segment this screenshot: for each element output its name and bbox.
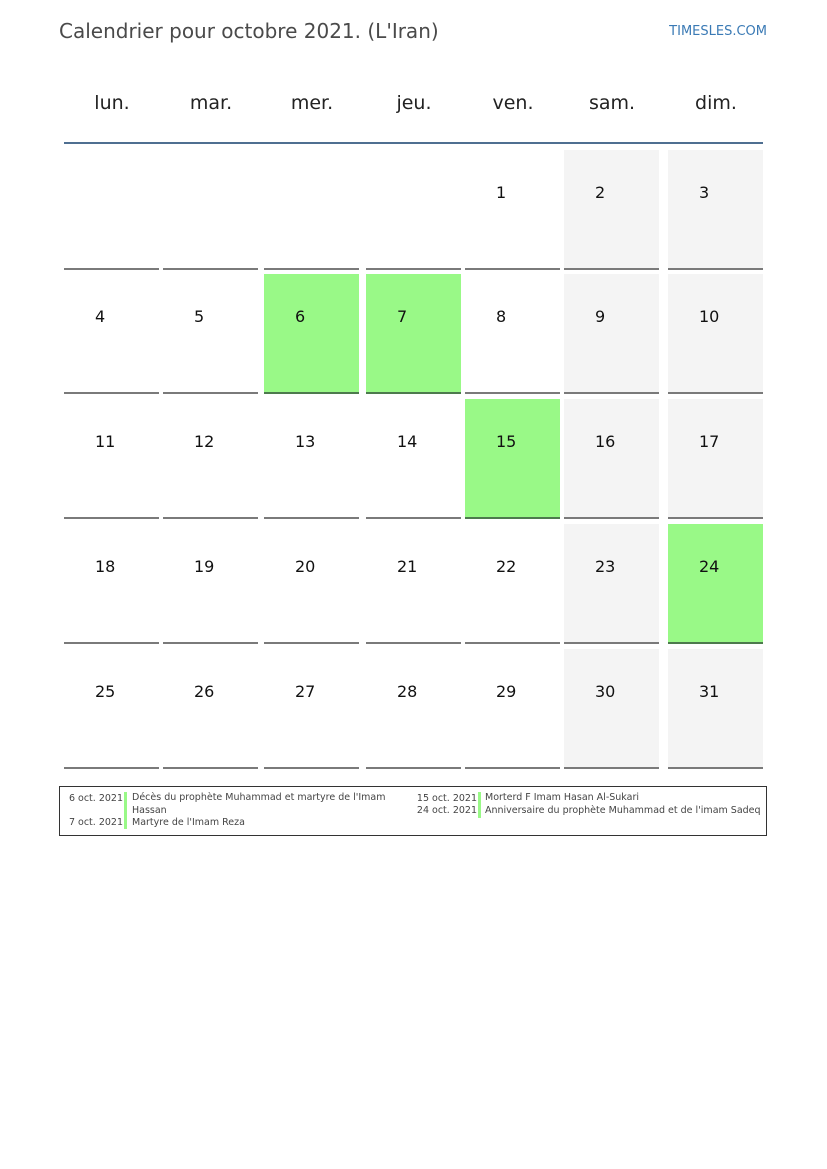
day-cell[interactable]: [465, 649, 560, 769]
day-number: 23: [595, 557, 616, 576]
day-number: 14: [397, 432, 418, 451]
day-cell[interactable]: [366, 649, 461, 769]
legend-color-bar: [124, 792, 127, 820]
day-cell[interactable]: [163, 524, 258, 644]
day-number: 25: [95, 682, 116, 701]
day-number: 11: [95, 432, 116, 451]
day-cell[interactable]: [264, 274, 359, 394]
day-number: 2: [595, 183, 606, 202]
day-number: 1: [496, 183, 507, 202]
day-number: 31: [699, 682, 720, 701]
day-number: 12: [194, 432, 215, 451]
weekday-header: jeu.: [396, 92, 432, 114]
day-number: 21: [397, 557, 418, 576]
day-cell[interactable]: [264, 524, 359, 644]
day-cell[interactable]: [163, 649, 258, 769]
day-cell[interactable]: [64, 649, 159, 769]
header-divider: [64, 142, 763, 144]
day-cell[interactable]: [564, 274, 659, 394]
day-number: 7: [397, 307, 408, 326]
day-number: 18: [95, 557, 116, 576]
empty-day-cell: [366, 150, 461, 270]
day-cell[interactable]: [668, 399, 763, 519]
day-cell[interactable]: [564, 524, 659, 644]
legend-text: Décès du prophète Muhammad et martyre de l'Imam Hassan: [132, 792, 386, 816]
legend-date: 7 oct. 2021: [68, 817, 123, 828]
weekday-header: sam.: [588, 92, 636, 114]
empty-day-cell: [163, 150, 258, 270]
legend-text: Anniversaire du prophète Muhammad et de l'imam Sadeq: [485, 805, 761, 816]
day-number: 28: [397, 682, 418, 701]
day-cell[interactable]: [668, 524, 763, 644]
page-title: Calendrier pour octobre 2021. (L'Iran): [59, 19, 439, 43]
legend-item: [60, 817, 405, 831]
empty-day-cell: [64, 150, 159, 270]
day-cell[interactable]: [64, 524, 159, 644]
day-number: 17: [699, 432, 720, 451]
weekday-header: mar.: [189, 92, 233, 114]
day-cell[interactable]: [668, 274, 763, 394]
day-number: 5: [194, 307, 205, 326]
day-cell[interactable]: [163, 274, 258, 394]
legend-date: 6 oct. 2021: [68, 793, 123, 804]
day-number: 19: [194, 557, 215, 576]
day-number: 9: [595, 307, 606, 326]
day-number: 6: [295, 307, 306, 326]
day-number: 20: [295, 557, 316, 576]
legend-item: [400, 792, 766, 806]
legend-date: 15 oct. 2021: [416, 793, 477, 804]
day-cell[interactable]: [564, 399, 659, 519]
day-number: 16: [595, 432, 616, 451]
day-cell[interactable]: [264, 649, 359, 769]
legend-text: Morterd F Imam Hasan Al-Sukari: [485, 792, 640, 803]
holiday-legend: [59, 786, 767, 836]
day-number: 15: [496, 432, 517, 451]
day-number: 10: [699, 307, 720, 326]
day-cell[interactable]: [163, 399, 258, 519]
day-number: 13: [295, 432, 316, 451]
day-cell[interactable]: [366, 274, 461, 394]
legend-item: [60, 792, 405, 818]
day-number: 22: [496, 557, 517, 576]
day-number: 3: [699, 183, 710, 202]
day-number: 4: [95, 307, 106, 326]
day-cell[interactable]: [465, 399, 560, 519]
legend-date: 24 oct. 2021: [416, 805, 477, 816]
weekday-header: ven.: [492, 92, 534, 114]
legend-color-bar: [478, 792, 481, 805]
day-number: 27: [295, 682, 316, 701]
day-cell[interactable]: [465, 274, 560, 394]
day-number: 29: [496, 682, 517, 701]
day-cell[interactable]: [668, 150, 763, 270]
day-cell[interactable]: [64, 399, 159, 519]
legend-text: Martyre de l'Imam Reza: [132, 817, 245, 828]
day-number: 26: [194, 682, 215, 701]
day-cell[interactable]: [668, 649, 763, 769]
legend-color-bar: [124, 817, 127, 829]
day-cell[interactable]: [64, 274, 159, 394]
site-link[interactable]: TIMESLES.COM: [669, 24, 767, 39]
day-number: 30: [595, 682, 616, 701]
day-cell[interactable]: [564, 649, 659, 769]
day-number: 8: [496, 307, 507, 326]
weekday-header: lun.: [94, 92, 130, 114]
empty-day-cell: [264, 150, 359, 270]
weekday-header: mer.: [290, 92, 334, 114]
day-cell[interactable]: [264, 399, 359, 519]
day-cell[interactable]: [465, 524, 560, 644]
day-cell[interactable]: [366, 399, 461, 519]
day-number: 24: [699, 557, 720, 576]
legend-item: [400, 805, 766, 819]
day-cell[interactable]: [465, 150, 560, 270]
day-cell[interactable]: [366, 524, 461, 644]
legend-color-bar: [478, 805, 481, 818]
day-cell[interactable]: [564, 150, 659, 270]
weekday-header: dim.: [695, 92, 737, 114]
